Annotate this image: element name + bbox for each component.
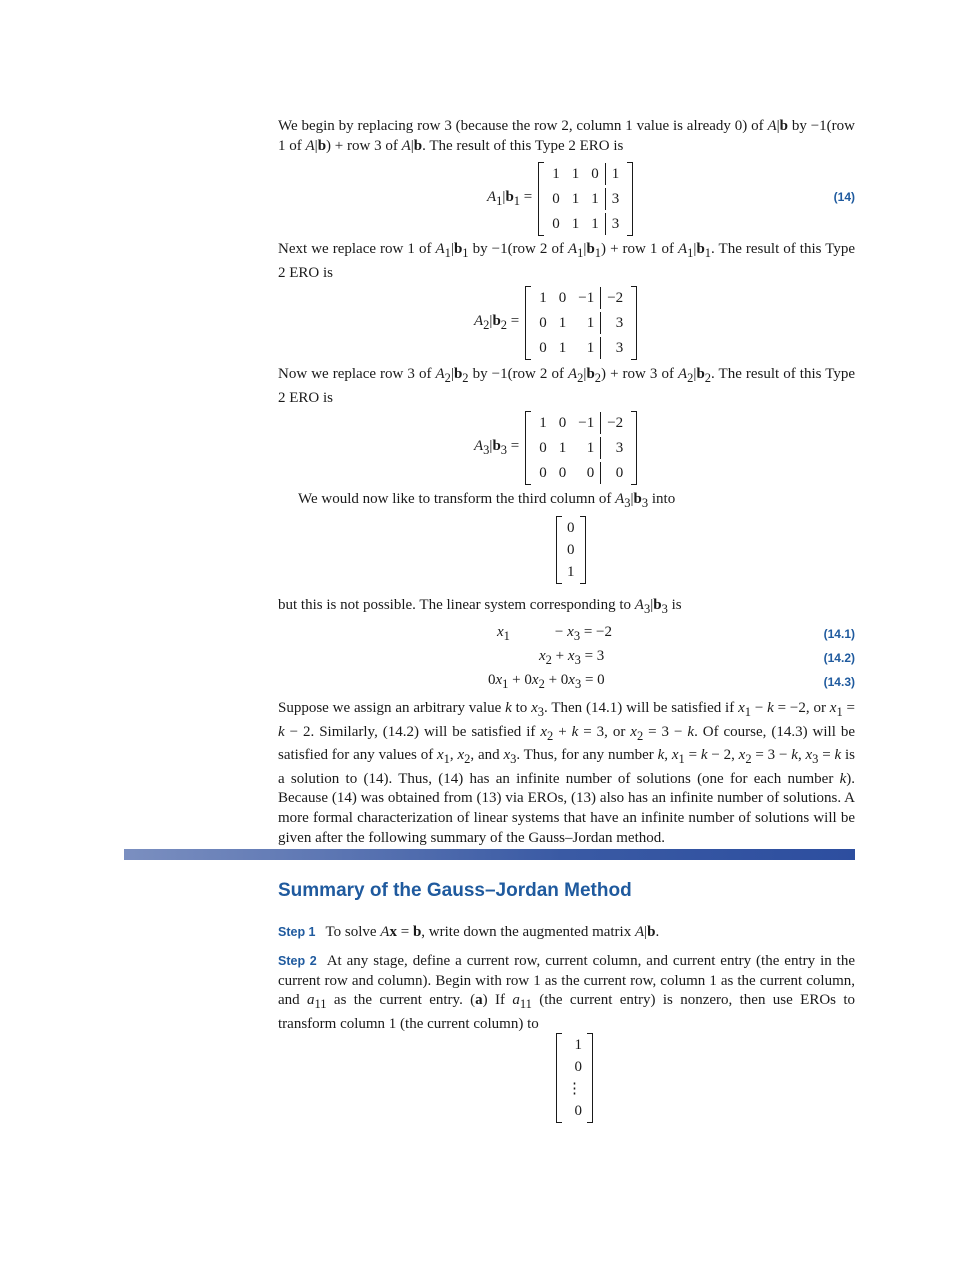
matrix-cell: 1	[558, 340, 567, 356]
matrix-cell: 1	[586, 315, 595, 331]
matrix-cell: 0	[558, 415, 567, 431]
step-1: Step 1 To solve Ax = b, write down the augmented matrix A|b.	[278, 924, 660, 940]
paragraph-6: Suppose we assign an arbitrary value k to $x_3$. Then (14.1) will be satisfied if $x_1 - k = -2$, or $x_1 = k - 2$. Similarly, (14.2) will be satisfied if $x_2 + k = 3$, or $x_2 = 3 - k$. Of course, (14.3) will be satisfied for any values of $x_1$, $x_2$, and $x_3$. Thus, for any number k, $x_1 = k - 2$, $x_2 = 3 - k$, $x_3 = k$ is a solution to (14). Thus, (14) has an infinite number of solutions (one for each number k). Because (14) was obtained from (13) via EROs, (13) also has an infinite number of solutions. A more formal characterization of linear systems that have an infinite number of solutions will be given after the following summary of the Gauss–Jordan method.	[278, 700, 856, 846]
vector-cell: ⋮	[567, 1081, 582, 1097]
vector-cell: 0	[567, 542, 575, 558]
vector-cell: 1	[567, 564, 575, 580]
matrix-cell: 3	[600, 437, 629, 459]
matrix-a3b3-lhs: $A_3|b_3$ =	[474, 438, 520, 457]
matrix-cell: 1	[539, 290, 547, 306]
matrix-cell: 1	[558, 440, 567, 456]
vector-cell: 1	[574, 1037, 582, 1053]
matrix-cell: 0	[539, 440, 547, 456]
equation-14-1: $x_1$ − $x_3 = -2$	[497, 624, 612, 643]
matrix-cell: 1	[586, 340, 595, 356]
matrix-a1b1-lhs: $A_1|b_1$ =	[487, 189, 533, 208]
matrix-cell: 1	[605, 163, 626, 185]
matrix-cell: −1	[578, 415, 595, 431]
matrix-cell: 1	[552, 166, 560, 182]
matrix-a1b1	[487, 162, 633, 236]
matrix-cell: 1	[591, 191, 599, 207]
vector-cell: 0	[574, 1059, 582, 1075]
step-1-label: Step 1	[278, 925, 316, 939]
matrix-cell: −2	[600, 412, 629, 434]
matrix-cell: 3	[605, 188, 626, 210]
matrix-cell: 3	[605, 213, 626, 235]
paragraph-2: Next we replace row 1 of $A_1|b_1$ by −1(row 2 of $A_1|b_1$) + row 1 of $A_1|b_1$. The result of this Type 2 ERO is	[278, 241, 856, 281]
matrix-cell: −1	[578, 290, 595, 306]
matrix-cell: 0	[539, 340, 547, 356]
matrix-cell: 3	[600, 337, 629, 359]
matrix-cell: −2	[600, 287, 629, 309]
equation-label-14-3: (14.3)	[823, 675, 855, 689]
matrix-cell: 1	[586, 440, 595, 456]
paragraph-4: We would now like to transform the third column of $A_3|b_3$ into	[298, 491, 676, 510]
step-2-label: Step 2	[278, 954, 317, 968]
matrix-a2b2-lhs: $A_2|b_2$ =	[474, 313, 520, 332]
matrix-cell: 3	[600, 312, 629, 334]
equation-label-14-1: (14.1)	[823, 627, 855, 641]
matrix-cell: 0	[591, 166, 599, 182]
section-heading: Summary of the Gauss–Jordan Method	[278, 880, 632, 901]
equation-14-3: $0x_1 + 0x_2 + 0x_3 = 0$	[488, 672, 605, 691]
vector-cell: 0	[567, 520, 575, 536]
matrix-cell: 0	[552, 191, 560, 207]
step-2: Step 2 At any stage, define a current row, current column, and current entry (the entry in the current row and column). Begin with row 1 as the current row, column 1 as the current column, and $a_{11}$ as the current entry. (a) If $a_{11}$ (the current entry) is nonzero, then use EROs to transform column 1 (the current column) to	[278, 953, 855, 1032]
matrix-a2b2	[474, 286, 637, 360]
matrix-cell: 0	[586, 465, 595, 481]
vector-1000	[556, 1033, 593, 1123]
equation-label-14: (14)	[833, 190, 855, 204]
matrix-cell: 0	[600, 462, 629, 484]
matrix-cell: 1	[571, 166, 580, 182]
matrix-cell: 0	[552, 216, 560, 232]
vector-001	[556, 516, 586, 584]
matrix-cell: 1	[571, 191, 580, 207]
matrix-cell: 1	[591, 216, 599, 232]
matrix-cell: 0	[558, 290, 567, 306]
matrix-cell: 0	[539, 315, 547, 331]
paragraph-1: We begin by replacing row 3 (because the row 2, column 1 value is already 0) of A|b by −1(row 1 of A|b) + row 3 of A|b. The result of this Type 2 ERO is	[278, 118, 855, 154]
paragraph-3: Now we replace row 3 of $A_2|b_2$ by −1(row 2 of $A_2|b_2$) + row 3 of $A_2|b_2$. The result of this Type 2 ERO is	[278, 366, 856, 406]
equation-label-14-2: (14.2)	[823, 651, 855, 665]
matrix-cell: 1	[539, 415, 547, 431]
paragraph-5: but this is not possible. The linear system corresponding to $A_3|b_3$ is	[278, 597, 682, 616]
equation-14-2: $x_2 + x_3 = 3$	[539, 648, 605, 667]
matrix-a3b3	[474, 411, 637, 485]
matrix-cell: 0	[539, 465, 547, 481]
matrix-cell: 0	[558, 465, 567, 481]
section-divider-bar	[124, 849, 855, 860]
vector-cell: 0	[574, 1103, 582, 1119]
matrix-cell: 1	[571, 216, 580, 232]
matrix-cell: 1	[558, 315, 567, 331]
